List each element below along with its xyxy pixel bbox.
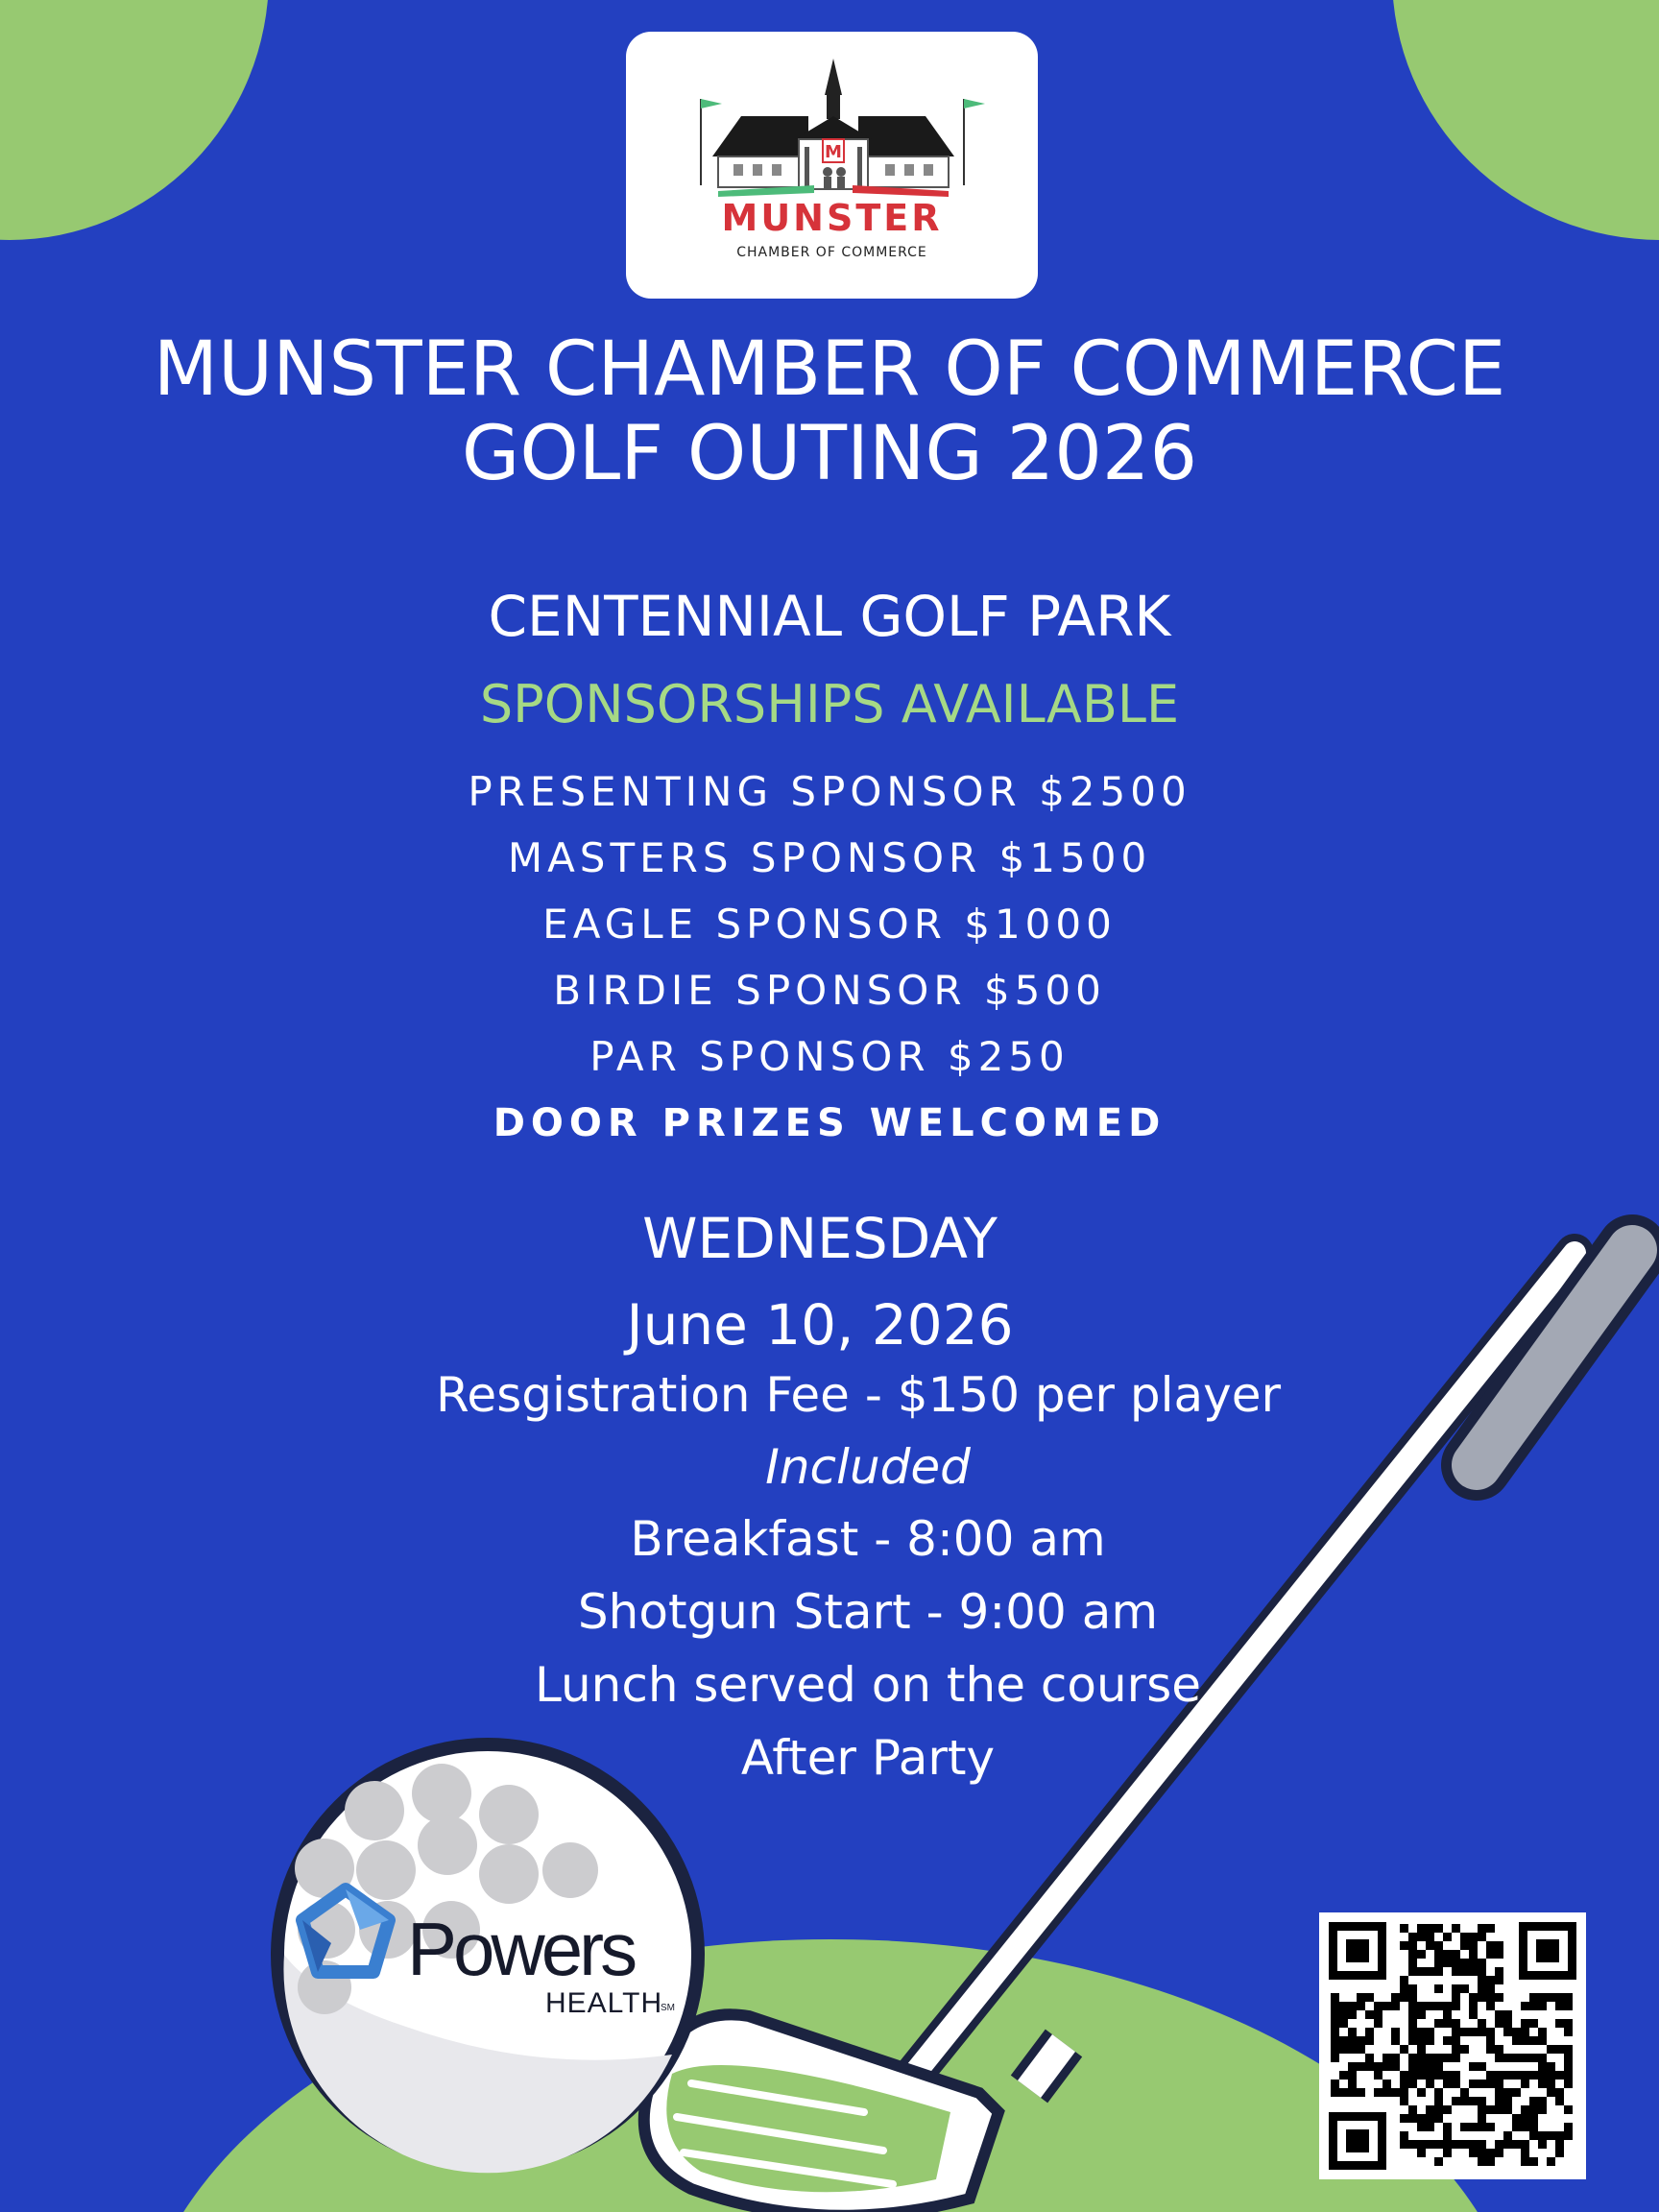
- schedule-item: After Party: [740, 1730, 996, 1786]
- sponsor-level: MASTERS SPONSOR $1500: [507, 834, 1152, 881]
- venue-name: CENTENNIAL GOLF PARK: [488, 584, 1171, 649]
- schedule-item: Lunch served on the course: [534, 1657, 1202, 1713]
- door-prizes-note: DOOR PRIZES WELCOMED: [493, 1101, 1166, 1145]
- qr-code-icon: [1329, 1922, 1576, 2170]
- logo-name: MUNSTER: [721, 197, 943, 239]
- registration-fee: Resgistration Fee - $150 per player: [435, 1367, 1282, 1423]
- sponsor-level: BIRDIE SPONSOR $500: [553, 967, 1106, 1014]
- svg-text:M: M: [825, 142, 842, 162]
- included-label: Included: [765, 1439, 971, 1495]
- event-title-line-2: GOLF OUTING 2026: [461, 411, 1198, 497]
- schedule-item: Shotgun Start - 9:00 am: [577, 1584, 1159, 1640]
- event-day: WEDNESDAY: [642, 1206, 998, 1271]
- sponsor-logo-service-mark: SM: [661, 2003, 675, 2013]
- schedule-item: Breakfast - 8:00 am: [630, 1511, 1106, 1567]
- event-date: June 10, 2026: [626, 1292, 1014, 1358]
- sponsor-logo-subword: HEALTH: [545, 1987, 663, 2019]
- logo-subtitle: CHAMBER OF COMMERCE: [736, 245, 927, 260]
- sponsorships-heading: SPONSORSHIPS AVAILABLE: [479, 674, 1180, 734]
- qr-code[interactable]: [1319, 1912, 1586, 2179]
- powers-health-logo-icon: [293, 1882, 398, 1987]
- sponsor-level: PRESENTING SPONSOR $2500: [468, 768, 1191, 815]
- sponsor-level: PAR SPONSOR $250: [589, 1033, 1070, 1080]
- sponsor-logo-word: Powers: [407, 1907, 635, 1991]
- event-title-line-1: MUNSTER CHAMBER OF COMMERCE: [153, 326, 1506, 413]
- sponsor-level: EAGLE SPONSOR $1000: [542, 901, 1117, 948]
